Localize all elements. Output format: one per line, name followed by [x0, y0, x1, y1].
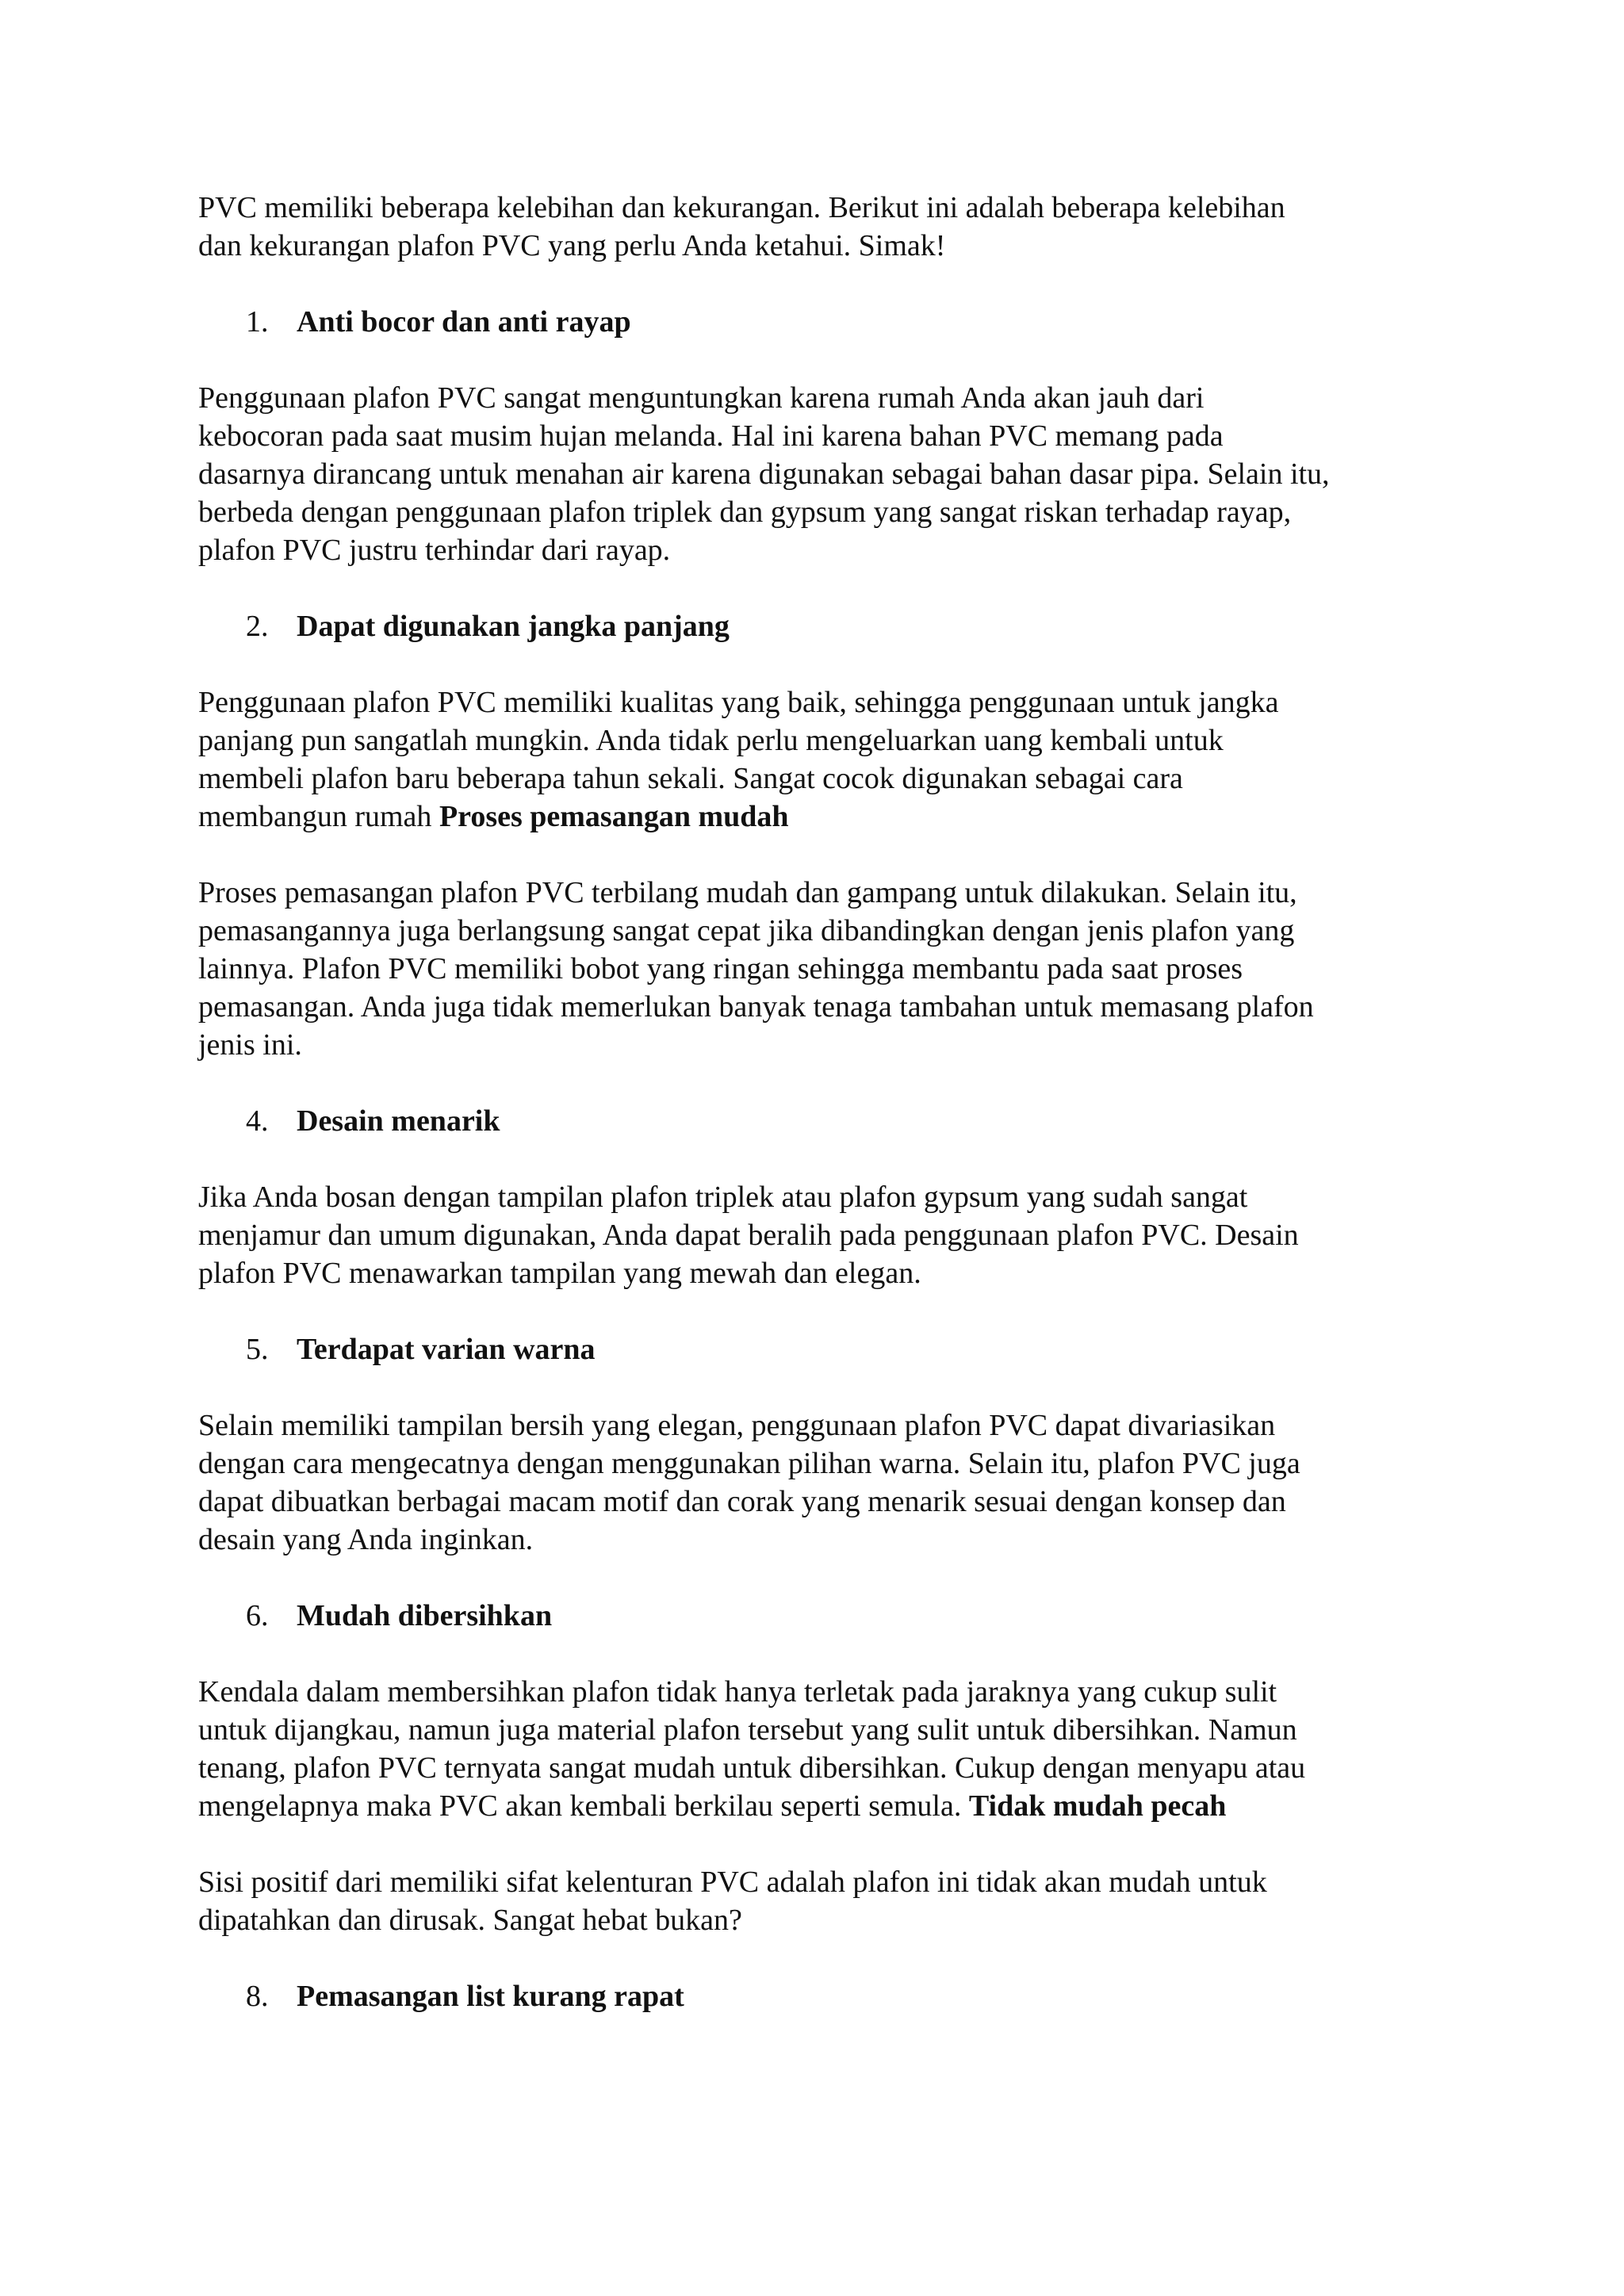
section-heading-1 — [246, 303, 1435, 341]
section-title: Terdapat varian warna — [297, 1333, 596, 1366]
paragraph-line: kebocoran pada saat musim hujan melanda. Hal ini karena bahan PVC memang pada — [198, 419, 1224, 453]
section-title: Anti bocor dan anti rayap — [297, 305, 631, 339]
section-number: 6. — [246, 1599, 269, 1632]
section-title: Mudah dibersihkan — [297, 1599, 553, 1632]
paragraph-text: membangun rumah — [198, 800, 439, 833]
paragraph-line: dapat dibuatkan berbagai macam motif dan corak yang menarik sesuai dengan konsep dan — [198, 1485, 1286, 1518]
inline-heading: Proses pemasangan mudah — [439, 800, 789, 833]
paragraph-line: panjang pun sangatlah mungkin. Anda tidak perlu mengeluarkan uang kembali untuk — [198, 724, 1224, 757]
section-paragraph-1 — [198, 379, 1435, 569]
section-number: 4. — [246, 1104, 269, 1138]
section-heading-5 — [246, 1330, 1435, 1368]
paragraph-line: dengan cara mengecatnya dengan menggunakan pilihan warna. Selain itu, plafon PVC juga — [198, 1447, 1300, 1480]
section-number: 8. — [246, 1980, 269, 2013]
section-heading-8 — [246, 1977, 1435, 2015]
paragraph-line: plafon PVC justru terhindar dari rayap. — [198, 534, 671, 567]
section-paragraph-3 — [198, 874, 1435, 1064]
paragraph-line: tenang, plafon PVC ternyata sangat mudah untuk dibersihkan. Cukup dengan menyapu atau — [198, 1751, 1306, 1785]
paragraph-line — [198, 798, 1435, 836]
section-title: Desain menarik — [297, 1104, 500, 1138]
paragraph-line: Penggunaan plafon PVC memiliki kualitas yang baik, sehingga penggunaan untuk jangka — [198, 686, 1279, 719]
paragraph-line: jenis ini. — [198, 1028, 302, 1062]
paragraph-line: plafon PVC menawarkan tampilan yang mewah dan elegan. — [198, 1257, 921, 1290]
paragraph-line: berbeda dengan penggunaan plafon triplek dan gypsum yang sangat riskan terhadap rayap, — [198, 496, 1292, 529]
paragraph-line: Kendala dalam membersihkan plafon tidak hanya terletak pada jaraknya yang cukup sulit — [198, 1675, 1277, 1709]
section-heading-6 — [246, 1597, 1435, 1635]
paragraph-line: Jika Anda bosan dengan tampilan plafon triplek atau plafon gypsum yang sudah sangat — [198, 1181, 1248, 1214]
paragraph-line — [198, 1787, 1435, 1825]
paragraph-line: pemasangan. Anda juga tidak memerlukan banyak tenaga tambahan untuk memasang plafon — [198, 990, 1314, 1024]
section-heading-4 — [246, 1102, 1435, 1140]
paragraph-text: mengelapnya maka PVC akan kembali berkilau seperti semula. — [198, 1789, 969, 1823]
section-paragraph-4 — [198, 1178, 1435, 1292]
paragraph-line: dan kekurangan plafon PVC yang perlu Anda ketahui. Simak! — [198, 229, 946, 262]
paragraph-line: pemasangannya juga berlangsung sangat cepat jika dibandingkan dengan jenis plafon yang — [198, 914, 1295, 947]
paragraph-line: desain yang Anda inginkan. — [198, 1523, 534, 1556]
paragraph-line: lainnya. Plafon PVC memiliki bobot yang ringan sehingga membantu pada saat proses — [198, 952, 1243, 985]
section-heading-2 — [246, 607, 1435, 645]
inline-heading: Tidak mudah pecah — [968, 1789, 1227, 1823]
section-number: 5. — [246, 1333, 269, 1366]
section-number: 2. — [246, 610, 269, 643]
paragraph-line: dipatahkan dan dirusak. Sangat hebat bukan? — [198, 1904, 742, 1937]
paragraph-line: untuk dijangkau, namun juga material plafon tersebut yang sulit untuk dibersihkan. Namun — [198, 1713, 1297, 1747]
section-paragraph-2 — [198, 683, 1435, 836]
paragraph-line: menjamur dan umum digunakan, Anda dapat beralih pada penggunaan plafon PVC. Desain — [198, 1219, 1299, 1252]
section-title: Pemasangan list kurang rapat — [297, 1980, 684, 2013]
paragraph-line: Penggunaan plafon PVC sangat menguntungkan karena rumah Anda akan jauh dari — [198, 381, 1205, 415]
paragraph-line: PVC memiliki beberapa kelebihan dan kekurangan. Berikut ini adalah beberapa kelebihan — [198, 191, 1285, 224]
paragraph-line: dasarnya dirancang untuk menahan air karena digunakan sebagai bahan dasar pipa. Selain itu, — [198, 457, 1330, 491]
section-number: 1. — [246, 305, 269, 339]
section-paragraph-6 — [198, 1673, 1435, 1825]
intro-paragraph — [198, 189, 1435, 265]
paragraph-line: Selain memiliki tampilan bersih yang elegan, penggunaan plafon PVC dapat divariasikan — [198, 1409, 1276, 1442]
document-body — [198, 189, 1435, 2053]
paragraph-line: membeli plafon baru beberapa tahun sekali. Sangat cocok digunakan sebagai cara — [198, 762, 1183, 795]
section-paragraph-5 — [198, 1406, 1435, 1559]
paragraph-line: Sisi positif dari memiliki sifat kelenturan PVC adalah plafon ini tidak akan mudah untuk — [198, 1866, 1267, 1899]
section-title: Dapat digunakan jangka panjang — [297, 610, 730, 643]
section-paragraph-7 — [198, 1863, 1435, 1939]
paragraph-line: Proses pemasangan plafon PVC terbilang mudah dan gampang untuk dilakukan. Selain itu, — [198, 876, 1297, 909]
